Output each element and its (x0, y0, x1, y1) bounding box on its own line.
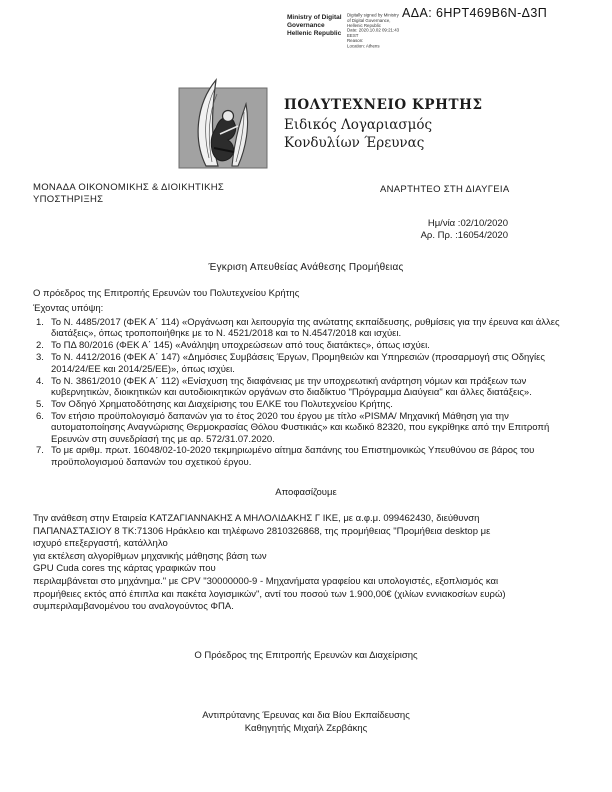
stamp-detail-line: Hellenic Republic (347, 23, 382, 29)
consideration-item (36, 411, 581, 445)
item-number: 7. (36, 445, 44, 457)
consideration-item (36, 376, 581, 399)
issuing-unit (33, 182, 224, 206)
consideration-item (36, 317, 581, 340)
decision-paragraph (33, 513, 585, 614)
decision-line: προμήθειες εκτός από έπιπλα και πακέτα λογισμικών", αντί του ποσού των 1.900,00€ (χιλίων εννιακοσίων ευρώ) (33, 588, 506, 600)
protocol-block (421, 218, 508, 242)
logo-sub-line: Ειδικός Λογαριασμός (284, 116, 433, 133)
stamp-detail-line: Location: Athens (347, 43, 380, 50)
stamp-authority-line: Governance (287, 22, 325, 29)
diavgeia-note: ΑΝΑΡΤΗΤΕΟ ΣΤΗ ΔΙΑΥΓΕΙΑ (380, 184, 510, 195)
document-date: Ημ/νία :02/10/2020 (427, 218, 508, 229)
item-text: Τον ετήσιο προϋπολογισμό δαπανών για το έτος 2020 του έργου με τίτλο «PISMA/ Μηχανική Μάθηση για την αυτοματοποίησης Αναγνώρισης Θερμοκρασίας Θόλου Φυστικιάς» και κωδικό 82320, που εγκρίθηκε από την Επιτροπή Ερευνών στη συνεδρίασή της με αρ. 572/31.07.2020. (51, 410, 550, 445)
consideration-item (36, 352, 581, 375)
item-text: Το με αριθμ. πρωτ. 16048/02-10-2020 τεκμηριωμένο αίτημα δαπάνης του Επιστημονικώς Υπευθύνου σε βάρος του προϋπολογισμού δαπανών του σχετικού έργου. (51, 445, 535, 468)
issuing-unit-line: ΥΠΟΣΤΗΡΙΞΗΣ (33, 194, 104, 205)
item-text: Το Ν. 3861/2010 (ΦΕΚ Α΄ 112) «Ενίσχυση της διαφάνειας με την υποχρεωτική ανάρτηση νόμων και πράξεων των κυβερνητικών, διοικητικών και αυτοδιοικητικών οργάνων στο διαδίκτυο "Πρόγραμμα Διαύγεια" και άλλες διατάξεις». (51, 375, 532, 398)
logo-text (284, 97, 483, 152)
decision-line: ΠΑΠΑΝΑΣΤΑΣΙΟΥ 8 ΤΚ:71306 Ηράκλειο και τηλέφωνο 2810326868, της προμήθειας "Προμήθεια desktop με (33, 525, 491, 537)
decision-line: GPU Cuda cores της κάρτας γραφικών που (33, 563, 216, 575)
logo-org-name: ΠΟΛΥΤΕΧΝΕΙΟ ΚΡΗΤΗΣ (284, 96, 483, 113)
stamp-detail-line: of Digital Governance, (347, 18, 391, 24)
stamp-authority-line: Hellenic Republic (287, 30, 342, 37)
decision-line: συμπεριλαμβανομένου του αναλογούντος ΦΠΑ. (33, 601, 234, 613)
considerations-list (36, 317, 581, 469)
digital-signature-stamp (287, 14, 417, 55)
protocol-number: Αρ. Πρ. :16054/2020 (420, 230, 508, 241)
stamp-detail-line: EEST (347, 33, 359, 39)
intro-issuer: Ο πρόεδρος της Επιτροπής Ερευνών του Πολυτεχνείου Κρήτης (33, 288, 300, 299)
signature-deputy (0, 710, 612, 735)
decision-heading: Αποφασίζουμε (275, 487, 337, 498)
tuc-talos-emblem-icon (176, 78, 270, 170)
item-number: 6. (36, 410, 44, 422)
item-text: Το Ν. 4412/2016 (ΦΕΚ Α΄ 147) «Δημόσιες Συμβάσεις Έργων, Προμηθειών και Υπηρεσιών (προσαρμογή στις Οδηγίες 2014/24/ΕΕ και 2014/25/ΕΕ)», όπως ισχύει. (51, 352, 545, 375)
signature-deputy-name: Καθηγητής Μιχαήλ Ζερβάκης (244, 722, 368, 734)
logo-sub-line: Κονδυλίων Έρευνας (284, 134, 425, 151)
stamp-authority (287, 14, 343, 55)
decision-line: περιλαμβάνεται στο μηχάνημα." με CPV "30000000-9 - Μηχανήματα γραφείου και υπολογιστές, εξοπλισμός και (33, 575, 499, 587)
item-text: Το Ν. 4485/2017 (ΦΕΚ Α΄ 114) «Οργάνωση και λειτουργία της ανώτατης εκπαίδευσης, ρυθμίσεις για την έρευνα και άλλες διατάξεις», όπως τροποποιήθηκε με το Ν. 4521/2018 και το Ν.4547/2018 και ισχύει. (51, 317, 560, 340)
consideration-item (36, 445, 581, 468)
consideration-item (36, 399, 581, 410)
document-title: Έγκριση Απευθείας Ανάθεσης Προμήθειας (208, 262, 404, 273)
item-number: 5. (36, 398, 44, 410)
decision-line: για εκτέλεση αλγορίθμων μηχανικής μάθησης βάση των (33, 550, 267, 562)
consideration-item (36, 340, 581, 351)
stamp-details (347, 14, 409, 50)
stamp-detail-line: Date: 2020.10.02 09:21:43 (347, 28, 400, 34)
decision-line: ισχυρό επεξεργαστή, κατάλληλο (33, 538, 168, 550)
item-number: 4. (36, 375, 44, 387)
ada-code: ΑΔΑ: 6ΗΡΤ469Β6Ν-Δ3Π (402, 6, 548, 20)
item-text: Το ΠΔ 80/2016 (ΦΕΚ Α΄ 145) «Ανάληψη υποχρεώσεων από τους διατάκτες», όπως ισχύει. (51, 340, 430, 352)
issuing-unit-line: ΜΟΝΑΔΑ ΟΙΚΟΝΟΜΙΚΗΣ & ΔΙΟΙΚΗΤΙΚΗΣ (33, 182, 225, 193)
item-number: 3. (36, 352, 44, 364)
stamp-detail-line: Digitally signed by Ministry (347, 13, 399, 19)
intro-having-regard: Έχοντας υπόψη: (33, 303, 104, 314)
stamp-detail-line: Reason: (347, 38, 364, 44)
item-text: Τον Οδηγό Χρηματοδότησης και Διαχείρισης του ΕΛΚΕ του Πολυτεχνείου Κρήτης. (51, 398, 393, 410)
signature-deputy-title: Αντιπρύτανης Έρευνας και δια Βίου Εκπαίδευσης (202, 710, 410, 721)
item-number: 1. (36, 317, 44, 328)
decision-line: Την ανάθεση στην Εταιρεία ΚΑΤΖΑΓΙΑΝΝΑΚΗΣ Α ΜΗΛΟΛΙΔΑΚΗΣ Γ ΙΚΕ, με α.φ.μ. 099462430, διεύθυνση (33, 513, 480, 524)
stamp-authority-line: Ministry of Digital (287, 14, 342, 21)
university-logo-block (176, 78, 483, 170)
signature-role: Ο Πρόεδρος της Επιτροπής Ερευνών και Διαχείρισης (194, 650, 418, 661)
item-number: 2. (36, 340, 44, 352)
